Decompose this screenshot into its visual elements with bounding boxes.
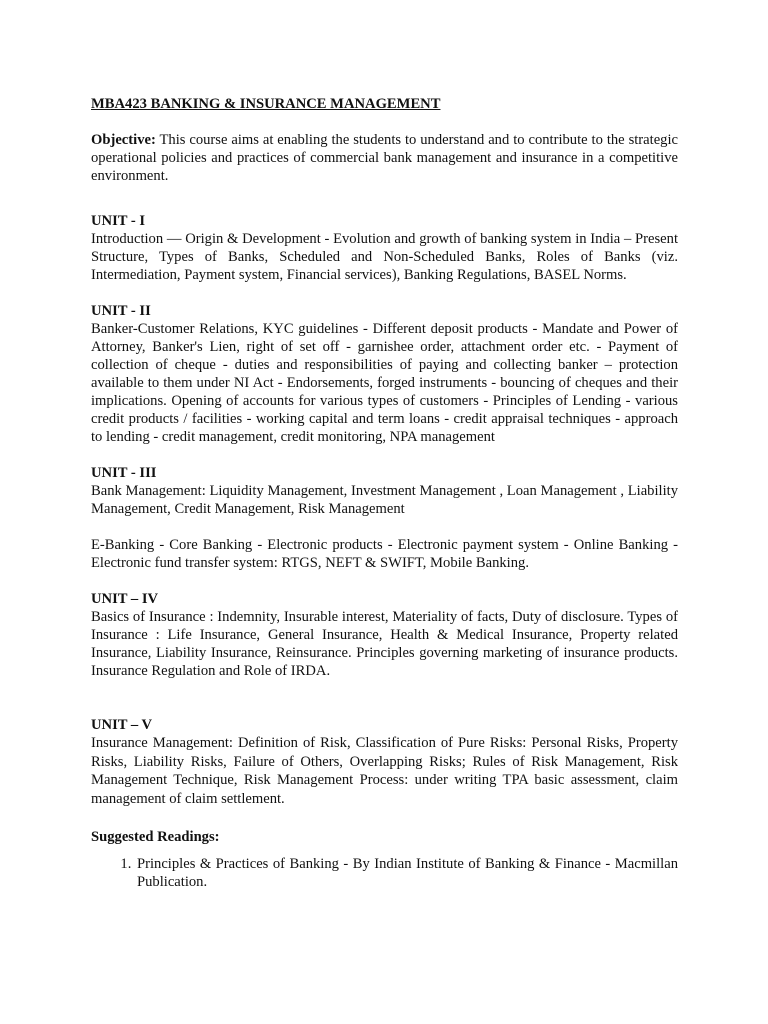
unit-5-heading: UNIT – V <box>91 717 153 733</box>
suggested-readings-heading: Suggested Readings: <box>91 829 220 845</box>
unit-3 <box>91 464 678 572</box>
unit-5-body: Insurance Management: Definition of Risk, Classification of Pure Risks: Personal Risks, Property Risks, Liability Risks, Failure of Others, Overlapping Risks; Rules of Risk Management, Risk Management Technique, Risk Management Process: under writing TPA basic assessment, claim management of claim settlement. <box>91 735 678 807</box>
unit-3-heading: UNIT - III <box>91 465 157 481</box>
objective-label: Objective: <box>91 132 156 148</box>
unit-2 <box>91 302 678 446</box>
unit-1-heading: UNIT - I <box>91 213 146 229</box>
unit-4 <box>91 590 678 680</box>
reading-item: 1. Principles & Practices of Banking - By Indian Institute of Banking & Finance - Macmillan Publication. <box>135 855 678 891</box>
document-page <box>91 95 678 891</box>
unit-2-heading: UNIT - II <box>91 303 151 319</box>
objective-text: This course aims at enabling the students to understand and to contribute to the strategic operational policies and practices of commercial bank management and insurance in a competitive environment. <box>91 132 678 184</box>
unit-1-body: Introduction — Origin & Development - Evolution and growth of banking system in India – Present Structure, Types of Banks, Scheduled and Non-Scheduled Banks, Roles of Banks (viz. Intermediation, Payment system, Financial services), Banking Regulations, BASEL Norms. <box>91 231 678 283</box>
unit-4-body: Basics of Insurance : Indemnity, Insurable interest, Materiality of facts, Duty of disclosure. Types of Insurance : Life Insurance, General Insurance, Health & Medical Insurance, Property related Insurance, Liability Insurance, Reinsurance. Principles governing marketing of insurance products. Insurance Regulation and Role of IRDA. <box>91 609 678 679</box>
suggested-readings-list <box>91 855 678 891</box>
unit-1 <box>91 212 678 284</box>
unit-3-ebanking-body: E-Banking - Core Banking - Electronic products - Electronic payment system - Online Banking - Electronic fund transfer system: RTGS, NEFT & SWIFT, Mobile Banking. <box>91 537 678 571</box>
unit-3-body: Bank Management: Liquidity Management, Investment Management , Loan Management , Liability Management, Credit Management, Risk Management <box>91 483 678 517</box>
unit-4-heading: UNIT – IV <box>91 591 159 607</box>
unit-2-body: Banker-Customer Relations, KYC guidelines - Different deposit products - Mandate and Power of Attorney, Banker's Lien, right of set off - garnishee order, attachment order etc. - Payment of collection of cheque - duties and responsibilities of paying and collecting banker – protection available to them under NI Act - Endorsements, forged instruments - bouncing of cheques and their implications. Opening of accounts for various types of customers - Principles of Lending - various credit products / facilities - working capital and term loans - credit appraisal techniques - approach to lending - credit management, credit monitoring, NPA management <box>91 321 678 445</box>
course-title: MBA423 BANKING & INSURANCE MANAGEMENT <box>91 96 441 112</box>
unit-5 <box>91 716 678 808</box>
objective-paragraph <box>91 131 678 185</box>
